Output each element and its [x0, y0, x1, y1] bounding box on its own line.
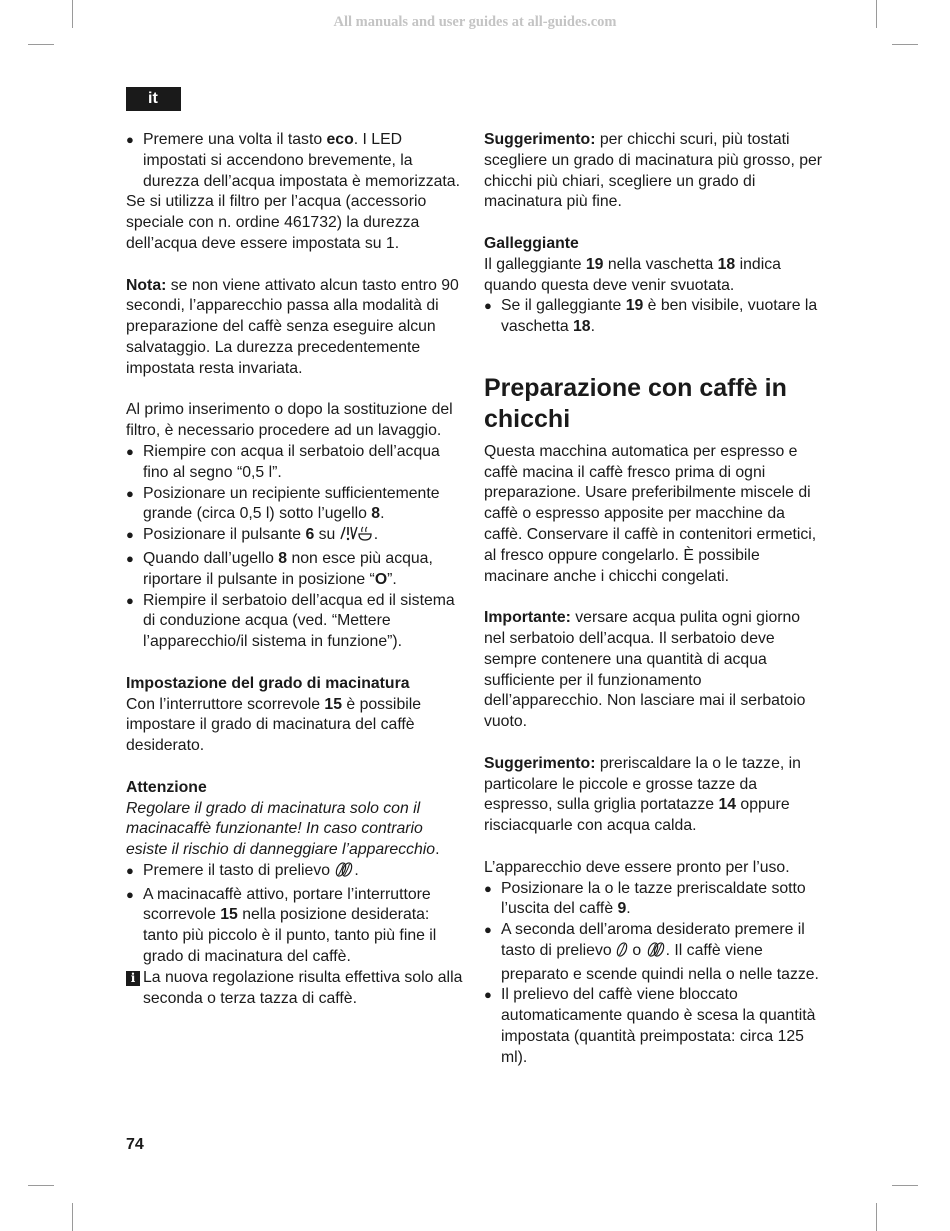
bullet-list	[484, 296, 824, 338]
section-heading: Attenzione	[126, 778, 207, 796]
paragraph-intro: Questa macchina automatica per espresso e caffè macina il caffè fresco prima di ogni preparazione. Usare preferibilmente miscele di caffè o espresso apposite per macchine da caffè. Conservare il caffè in contenitori ermetici, al fresco oppure congelarlo. È possibile macinare anche i chicchi congelati.	[484, 442, 817, 585]
list-item: ● Quando dall’ugello 8 non esce più acqua, riportare il pulsante in posizione “O”.	[126, 549, 466, 591]
list-item: ● Posizionare il pulsante 6 su .	[126, 525, 466, 549]
crop-mark	[28, 1185, 54, 1186]
paragraph-float: Il galleggiante 19 nella vaschetta 18 indica quando questa deve venir svuotata.	[484, 255, 781, 294]
paragraph-grind: Con l’interruttore scorrevole 15 è possibile impostare il grado di macinatura del caffè desiderato.	[126, 695, 422, 755]
section-heading: Impostazione del grado di macinatura	[126, 674, 410, 692]
info-icon: i	[126, 971, 140, 986]
section-heading: Galleggiante	[484, 234, 579, 252]
watermark: All manuals and user guides at all-guides.com	[333, 14, 617, 30]
list-item: ● Riempire il serbatoio dell’acqua ed il sistema di conduzione acqua (ved. “Mettere l’apparecchio/il sistema in funzione”).	[126, 591, 466, 653]
paragraph-important: Importante: versare acqua pulita ogni giorno nel serbatoio dell’acqua. Il serbatoio deve sempre contenere una quantità di acqua sufficiente per il funzionamento dell’apparecchio. Non lasciare mai il serbatoio vuoto.	[484, 609, 806, 731]
paragraph-attention: Regolare il grado di macinatura solo con il macinacaffè funzionante! In caso contrario esiste il rischio di danneggiare l’apparecchio.	[126, 799, 440, 859]
list-item: ● Posizionare un recipiente sufficientemente grande (circa 0,5 l) sotto l’ugello 8.	[126, 484, 466, 526]
paragraph-filter: Se si utilizza il filtro per l’acqua (accessorio speciale con n. ordine 461732) la durezza dell’acqua deve essere impostata su 1.	[126, 193, 427, 252]
right-column	[484, 130, 824, 1069]
list-item: ● Premere il tasto di prelievo .	[126, 861, 466, 885]
two-beans-icon	[646, 941, 666, 965]
bullet-list	[484, 879, 824, 1069]
list-item: ● Premere una volta il tasto eco. I LED impostati si accendono brevemente, la durezza dell’acqua impostata è memorizzata.	[126, 130, 466, 192]
crop-mark	[28, 44, 54, 45]
list-item: ● A seconda dell’aroma desiderato premere il tasto di prelievo o . Il caffè viene preparato e scende quindi nella o nelle tazze.	[484, 920, 824, 985]
list-item: ● Il prelievo del caffè viene bloccato automaticamente quando è scesa la quantità impostata (quantità preimpostata: circa 125 ml).	[484, 985, 824, 1068]
crop-mark	[72, 1203, 73, 1231]
paragraph-first-use: Al primo inserimento o dopo la sostituzione del filtro, è necessario procedere ad un lavaggio.	[126, 401, 453, 440]
bullet-list	[126, 861, 466, 968]
crop-mark	[892, 44, 918, 45]
page-number: 74	[126, 1136, 144, 1153]
two-beans-icon	[334, 861, 354, 885]
paragraph-tip: Suggerimento: preriscaldare la o le tazze, in particolare le piccole e grosse tazze da espresso, sulla griglia portatazze 14 oppure risciacquarle con acqua calda.	[484, 754, 801, 835]
info-note: i La nuova regolazione risulta effettiva solo alla seconda o terza tazza di caffè.	[126, 968, 466, 1010]
paragraph-tip: Suggerimento: per chicchi scuri, più tostati scegliere un grado di macinatura più grosso, per chicchi più chiari, scegliere un grado di macinatura più fine.	[484, 131, 823, 211]
list-item: ● Riempire con acqua il serbatoio dell’acqua fino al segno “0,5 l”.	[126, 442, 466, 484]
steam-hot-water-icon	[340, 525, 374, 549]
chapter-heading: Preparazione con caffè in chicchi	[484, 373, 787, 433]
crop-mark	[876, 1203, 877, 1231]
list-item: ● Posizionare la o le tazze preriscaldate sotto l’uscita del caffè 9.	[484, 879, 824, 921]
language-tab: it	[126, 87, 181, 111]
bullet-list	[126, 442, 466, 653]
bullet-list	[126, 130, 466, 192]
left-column	[126, 130, 466, 1009]
list-item: ● A macinacaffè attivo, portare l’interruttore scorrevole 15 nella posizione desiderata: tanto più piccolo è il punto, tanto più fine il grado di macinatura del caffè.	[126, 885, 466, 968]
list-item: ● Se il galleggiante 19 è ben visibile, vuotare la vaschetta 18.	[484, 296, 824, 338]
paragraph-ready: L’apparecchio deve essere pronto per l’uso.	[484, 858, 790, 876]
paragraph-nota: Nota: se non viene attivato alcun tasto entro 90 secondi, l’apparecchio passa alla modalità di preparazione del caffè senza eseguire alcun salvataggio. La durezza precedentemente impostata resta invariata.	[126, 276, 459, 377]
crop-mark	[892, 1185, 918, 1186]
single-bean-icon	[616, 941, 628, 965]
